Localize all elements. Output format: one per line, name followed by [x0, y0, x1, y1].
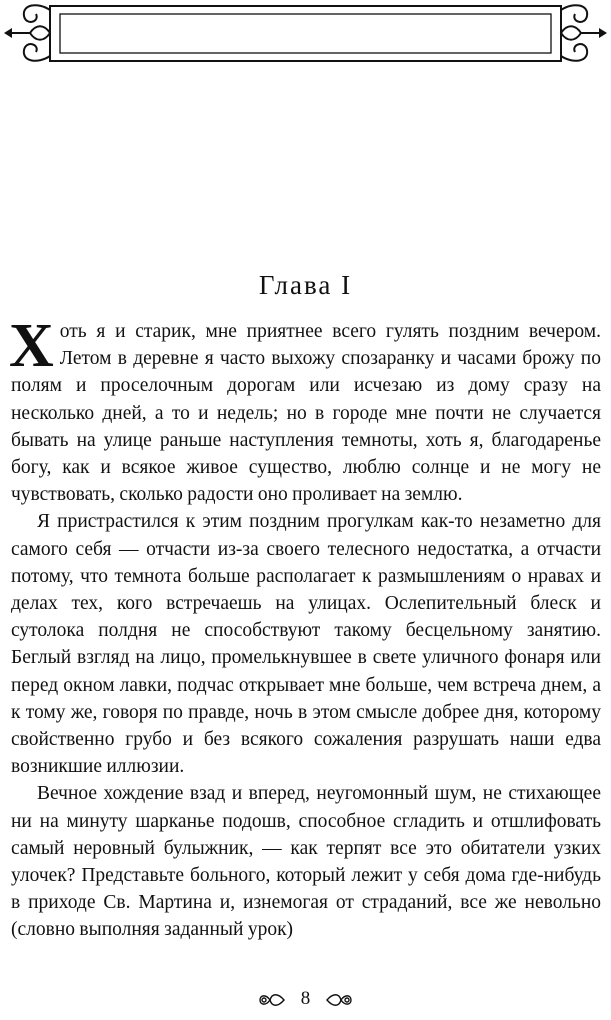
chapter-body	[9, 312, 601, 944]
paragraph-1	[9, 312, 601, 508]
paragraph-3: Вечное хождение взад и вперед, неугомонный шум, не стихающее ни на минуту шарканье подошв, способное сгладить и отшлифовать самый неровный булыжник, — как терпят все это обитатели узких улочек? Представьте больного, который лежит у себя дома где-нибудь в приходе Св. Мартина и, изнемогая от страданий, все же невольно (словно выполняя заданный урок)	[11, 783, 601, 941]
paragraph-2: Я пристрастился к этим поздним прогулкам как-то незаметно для самого себя — отчасти из-за своего телесного недостатка, а отчасти потому, что темнота больше располагает к размышлениям о нравах и делах тех, кого встречаешь на улицах. Ослепительный блеск и сутолока полдня не способствуют такому бесцельному занятию. Беглый взгляд на лицо, промелькнувшее в свете уличного фонаря или перед окном лавки, подчас открывает мне больше, чем встреча днем, а к тому же, говоря по правде, ночь в этом смысле добрее дня, которому свойственно грубо и без всякого сожаления разрушать наши едва возникшие иллюзии.	[11, 511, 601, 778]
header-ornament-frame	[0, 0, 611, 66]
footer-left-ornament	[256, 991, 286, 1009]
drop-cap: Х	[9, 312, 54, 380]
footer-right-ornament	[325, 991, 355, 1009]
chapter-title: Глава I	[258, 270, 353, 300]
page-number: 8	[300, 988, 311, 1009]
page-footer	[0, 988, 611, 1010]
paragraph-1-text: оть я и старик, мне приятнее всего гулять поздним вечером. Летом в деревне я часто выхожу спозаранку и часами брожу по полям и проселочным дорогам или исчезаю из дому сразу на несколько дней, а то и недель; но в городе мне почти не случается бывать на улице раньше наступления темноты, хоть я, благодаренье богу, как и всякое живое существо, люблю солнце и не могу не чувствовать, сколько радости оно проливает на землю.	[11, 321, 601, 506]
